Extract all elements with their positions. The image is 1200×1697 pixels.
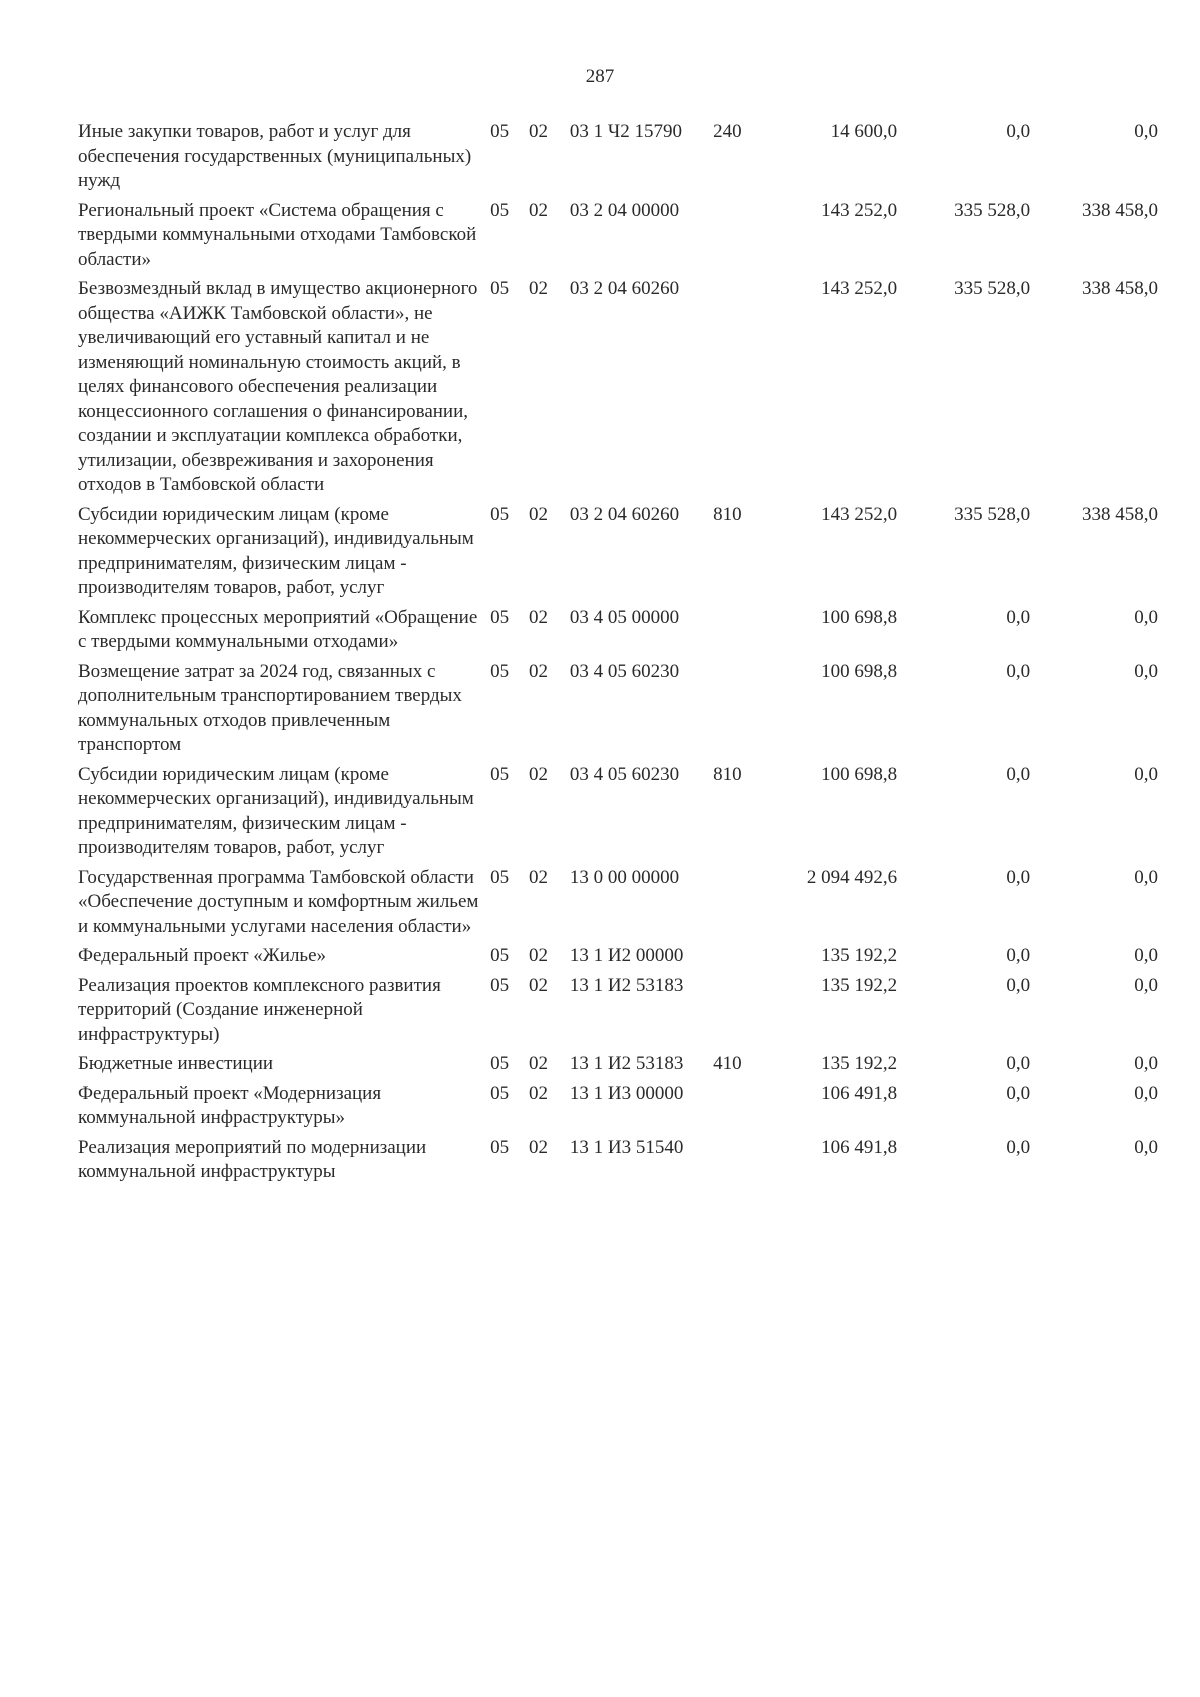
expense-type-cell [713, 277, 774, 503]
amount-year3-cell: 338 458,0 [1082, 278, 1158, 299]
section-code-cell: 05 [490, 1082, 510, 1104]
row-name-cell: Безвозмездный вклад в имущество акционерного общества «АИЖК Тамбовской области», не увеличивающий его уставный капитал и не изменяющий номинальную стоимость акций, в целях финансового обеспечения реализации концессионного соглашения о финансировании, создании и эксплуатации комплекса обработки, утилизации, обезвреживания и захоронения отходов в Тамбовской области [78, 278, 478, 495]
amount-year3-cell: 0,0 [1134, 660, 1158, 682]
table-row [78, 974, 1158, 1053]
table-body [78, 120, 1158, 1190]
amount-year1-cell: 135 192,2 [821, 1053, 898, 1074]
budget-table [78, 120, 1158, 1190]
target-article-cell: 13 1 И3 00000 [569, 1082, 684, 1104]
subsection-code-cell: 02 [529, 606, 549, 628]
amount-year3-cell: 0,0 [1134, 763, 1158, 785]
row-name-cell: Государственная программа Тамбовской области «Обеспечение доступным и комфортным жильем и коммунальными услугами населения области» [78, 866, 479, 937]
subsection-code-cell: 02 [529, 199, 549, 221]
target-article-cell: 13 1 И2 00000 [569, 945, 684, 966]
target-article-cell: 03 2 04 60260 [569, 503, 680, 525]
section-code-cell: 05 [490, 278, 510, 299]
table-row [78, 277, 1158, 503]
table-row [78, 660, 1158, 763]
expense-type-cell: 810 [713, 763, 742, 785]
amount-year2-cell: 0,0 [1006, 1136, 1031, 1158]
amount-year3-cell: 0,0 [1134, 945, 1158, 966]
section-code-cell: 05 [490, 945, 510, 966]
table-row [78, 199, 1158, 278]
table-row [78, 1082, 1158, 1136]
amount-year2-cell: 335 528,0 [954, 503, 1031, 525]
amount-year2-cell: 0,0 [1006, 1082, 1031, 1104]
amount-year2-cell: 335 528,0 [954, 278, 1031, 299]
amount-year1-cell: 143 252,0 [821, 199, 898, 221]
page-number: 287 [585, 66, 615, 87]
row-name-cell: Федеральный проект «Жилье» [78, 945, 327, 966]
amount-year2-cell: 0,0 [1006, 763, 1031, 785]
table-row [78, 606, 1158, 660]
table-row [78, 1136, 1158, 1190]
section-code-cell: 05 [490, 121, 510, 142]
expense-type-cell [713, 660, 774, 763]
amount-year2-cell: 0,0 [1006, 866, 1031, 888]
amount-year1-cell: 143 252,0 [821, 503, 898, 525]
amount-year1-cell: 106 491,8 [821, 1082, 898, 1104]
target-article-cell: 03 4 05 60230 [569, 660, 680, 682]
target-article-cell: 03 2 04 00000 [569, 199, 680, 221]
target-article-cell: 13 1 И3 51540 [569, 1136, 684, 1158]
target-article-cell: 03 2 04 60260 [569, 278, 680, 299]
row-name-cell: Бюджетные инвестиции [78, 1053, 274, 1074]
section-code-cell: 05 [490, 1136, 510, 1158]
target-article-cell: 03 4 05 60230 [569, 763, 680, 785]
amount-year3-cell: 0,0 [1134, 121, 1158, 142]
subsection-code-cell: 02 [529, 945, 549, 966]
target-article-cell: 13 1 И2 53183 [569, 1053, 684, 1074]
amount-year2-cell: 0,0 [1006, 974, 1031, 996]
amount-year3-cell: 0,0 [1134, 1053, 1158, 1074]
amount-year1-cell: 100 698,8 [821, 606, 898, 628]
table-row [78, 944, 1158, 974]
expense-type-cell: 240 [713, 121, 742, 142]
amount-year1-cell: 2 094 492,6 [806, 866, 898, 888]
section-code-cell: 05 [490, 199, 510, 221]
expense-type-cell: 410 [713, 1053, 742, 1074]
row-name-cell: Возмещение затрат за 2024 год, связанных с дополнительным транспортированием твердых коммунальных отходов привлеченным транспортом [78, 660, 462, 755]
row-name-cell: Реализация проектов комплексного развития территорий (Создание инженерной инфраструктуры) [78, 974, 441, 1045]
subsection-code-cell: 02 [529, 121, 549, 142]
row-name-cell: Субсидии юридическим лицам (кроме некоммерческих организаций), индивидуальным предпринимателям, физическим лицам - производителям товаров, работ, услуг [78, 763, 474, 858]
amount-year3-cell: 0,0 [1134, 1082, 1158, 1104]
expense-type-cell [713, 199, 774, 278]
target-article-cell: 03 4 05 00000 [569, 606, 680, 628]
table-row [78, 120, 1158, 199]
amount-year3-cell: 338 458,0 [1082, 503, 1158, 525]
amount-year1-cell: 135 192,2 [821, 974, 898, 996]
subsection-code-cell: 02 [529, 278, 549, 299]
amount-year1-cell: 100 698,8 [821, 763, 898, 785]
section-code-cell: 05 [490, 1053, 510, 1074]
amount-year2-cell: 0,0 [1006, 1053, 1031, 1074]
amount-year1-cell: 143 252,0 [821, 278, 898, 299]
subsection-code-cell: 02 [529, 503, 549, 525]
expense-type-cell [713, 1136, 774, 1190]
expense-type-cell [713, 944, 774, 974]
amount-year1-cell: 100 698,8 [821, 660, 898, 682]
amount-year2-cell: 0,0 [1006, 121, 1031, 142]
target-article-cell: 03 1 Ч2 15790 [569, 121, 683, 142]
table-row [78, 866, 1158, 945]
section-code-cell: 05 [490, 763, 510, 785]
row-name-cell: Комплекс процессных мероприятий «Обращение с твердыми коммунальными отходами» [78, 606, 478, 652]
amount-year3-cell: 0,0 [1134, 866, 1158, 888]
table-row [78, 503, 1158, 606]
expense-type-cell [713, 606, 774, 660]
target-article-cell: 13 1 И2 53183 [569, 974, 684, 996]
subsection-code-cell: 02 [529, 866, 549, 888]
amount-year3-cell: 338 458,0 [1082, 199, 1158, 221]
section-code-cell: 05 [490, 503, 510, 525]
expense-type-cell [713, 1082, 774, 1136]
row-name-cell: Субсидии юридическим лицам (кроме некоммерческих организаций), индивидуальным предпринимателям, физическим лицам - производителям товаров, работ, услуг [78, 503, 474, 598]
section-code-cell: 05 [490, 974, 510, 996]
amount-year3-cell: 0,0 [1134, 1136, 1158, 1158]
table-row [78, 763, 1158, 866]
row-name-cell: Федеральный проект «Модернизация коммунальной инфраструктуры» [78, 1082, 382, 1128]
expense-type-cell: 810 [713, 503, 742, 525]
amount-year1-cell: 106 491,8 [821, 1136, 898, 1158]
subsection-code-cell: 02 [529, 763, 549, 785]
target-article-cell: 13 0 00 00000 [569, 866, 680, 888]
table-row [78, 1052, 1158, 1082]
section-code-cell: 05 [490, 606, 510, 628]
row-name-cell: Реализация мероприятий по модернизации коммунальной инфраструктуры [78, 1136, 427, 1182]
section-code-cell: 05 [490, 660, 510, 682]
amount-year1-cell: 14 600,0 [830, 121, 898, 142]
amount-year2-cell: 335 528,0 [954, 199, 1031, 221]
amount-year1-cell: 135 192,2 [821, 945, 898, 966]
subsection-code-cell: 02 [529, 974, 549, 996]
amount-year2-cell: 0,0 [1006, 660, 1031, 682]
section-code-cell: 05 [490, 866, 510, 888]
subsection-code-cell: 02 [529, 660, 549, 682]
row-name-cell: Региональный проект «Система обращения с твердыми коммунальными отходами Тамбовской области» [78, 199, 477, 270]
expense-type-cell [713, 866, 774, 945]
amount-year2-cell: 0,0 [1006, 945, 1031, 966]
subsection-code-cell: 02 [529, 1082, 549, 1104]
subsection-code-cell: 02 [529, 1136, 549, 1158]
amount-year3-cell: 0,0 [1134, 974, 1158, 996]
expense-type-cell [713, 974, 774, 1053]
subsection-code-cell: 02 [529, 1053, 549, 1074]
amount-year2-cell: 0,0 [1006, 606, 1031, 628]
amount-year3-cell: 0,0 [1134, 606, 1158, 628]
row-name-cell: Иные закупки товаров, работ и услуг для обеспечения государственных (муниципальных) нужд [78, 121, 472, 191]
